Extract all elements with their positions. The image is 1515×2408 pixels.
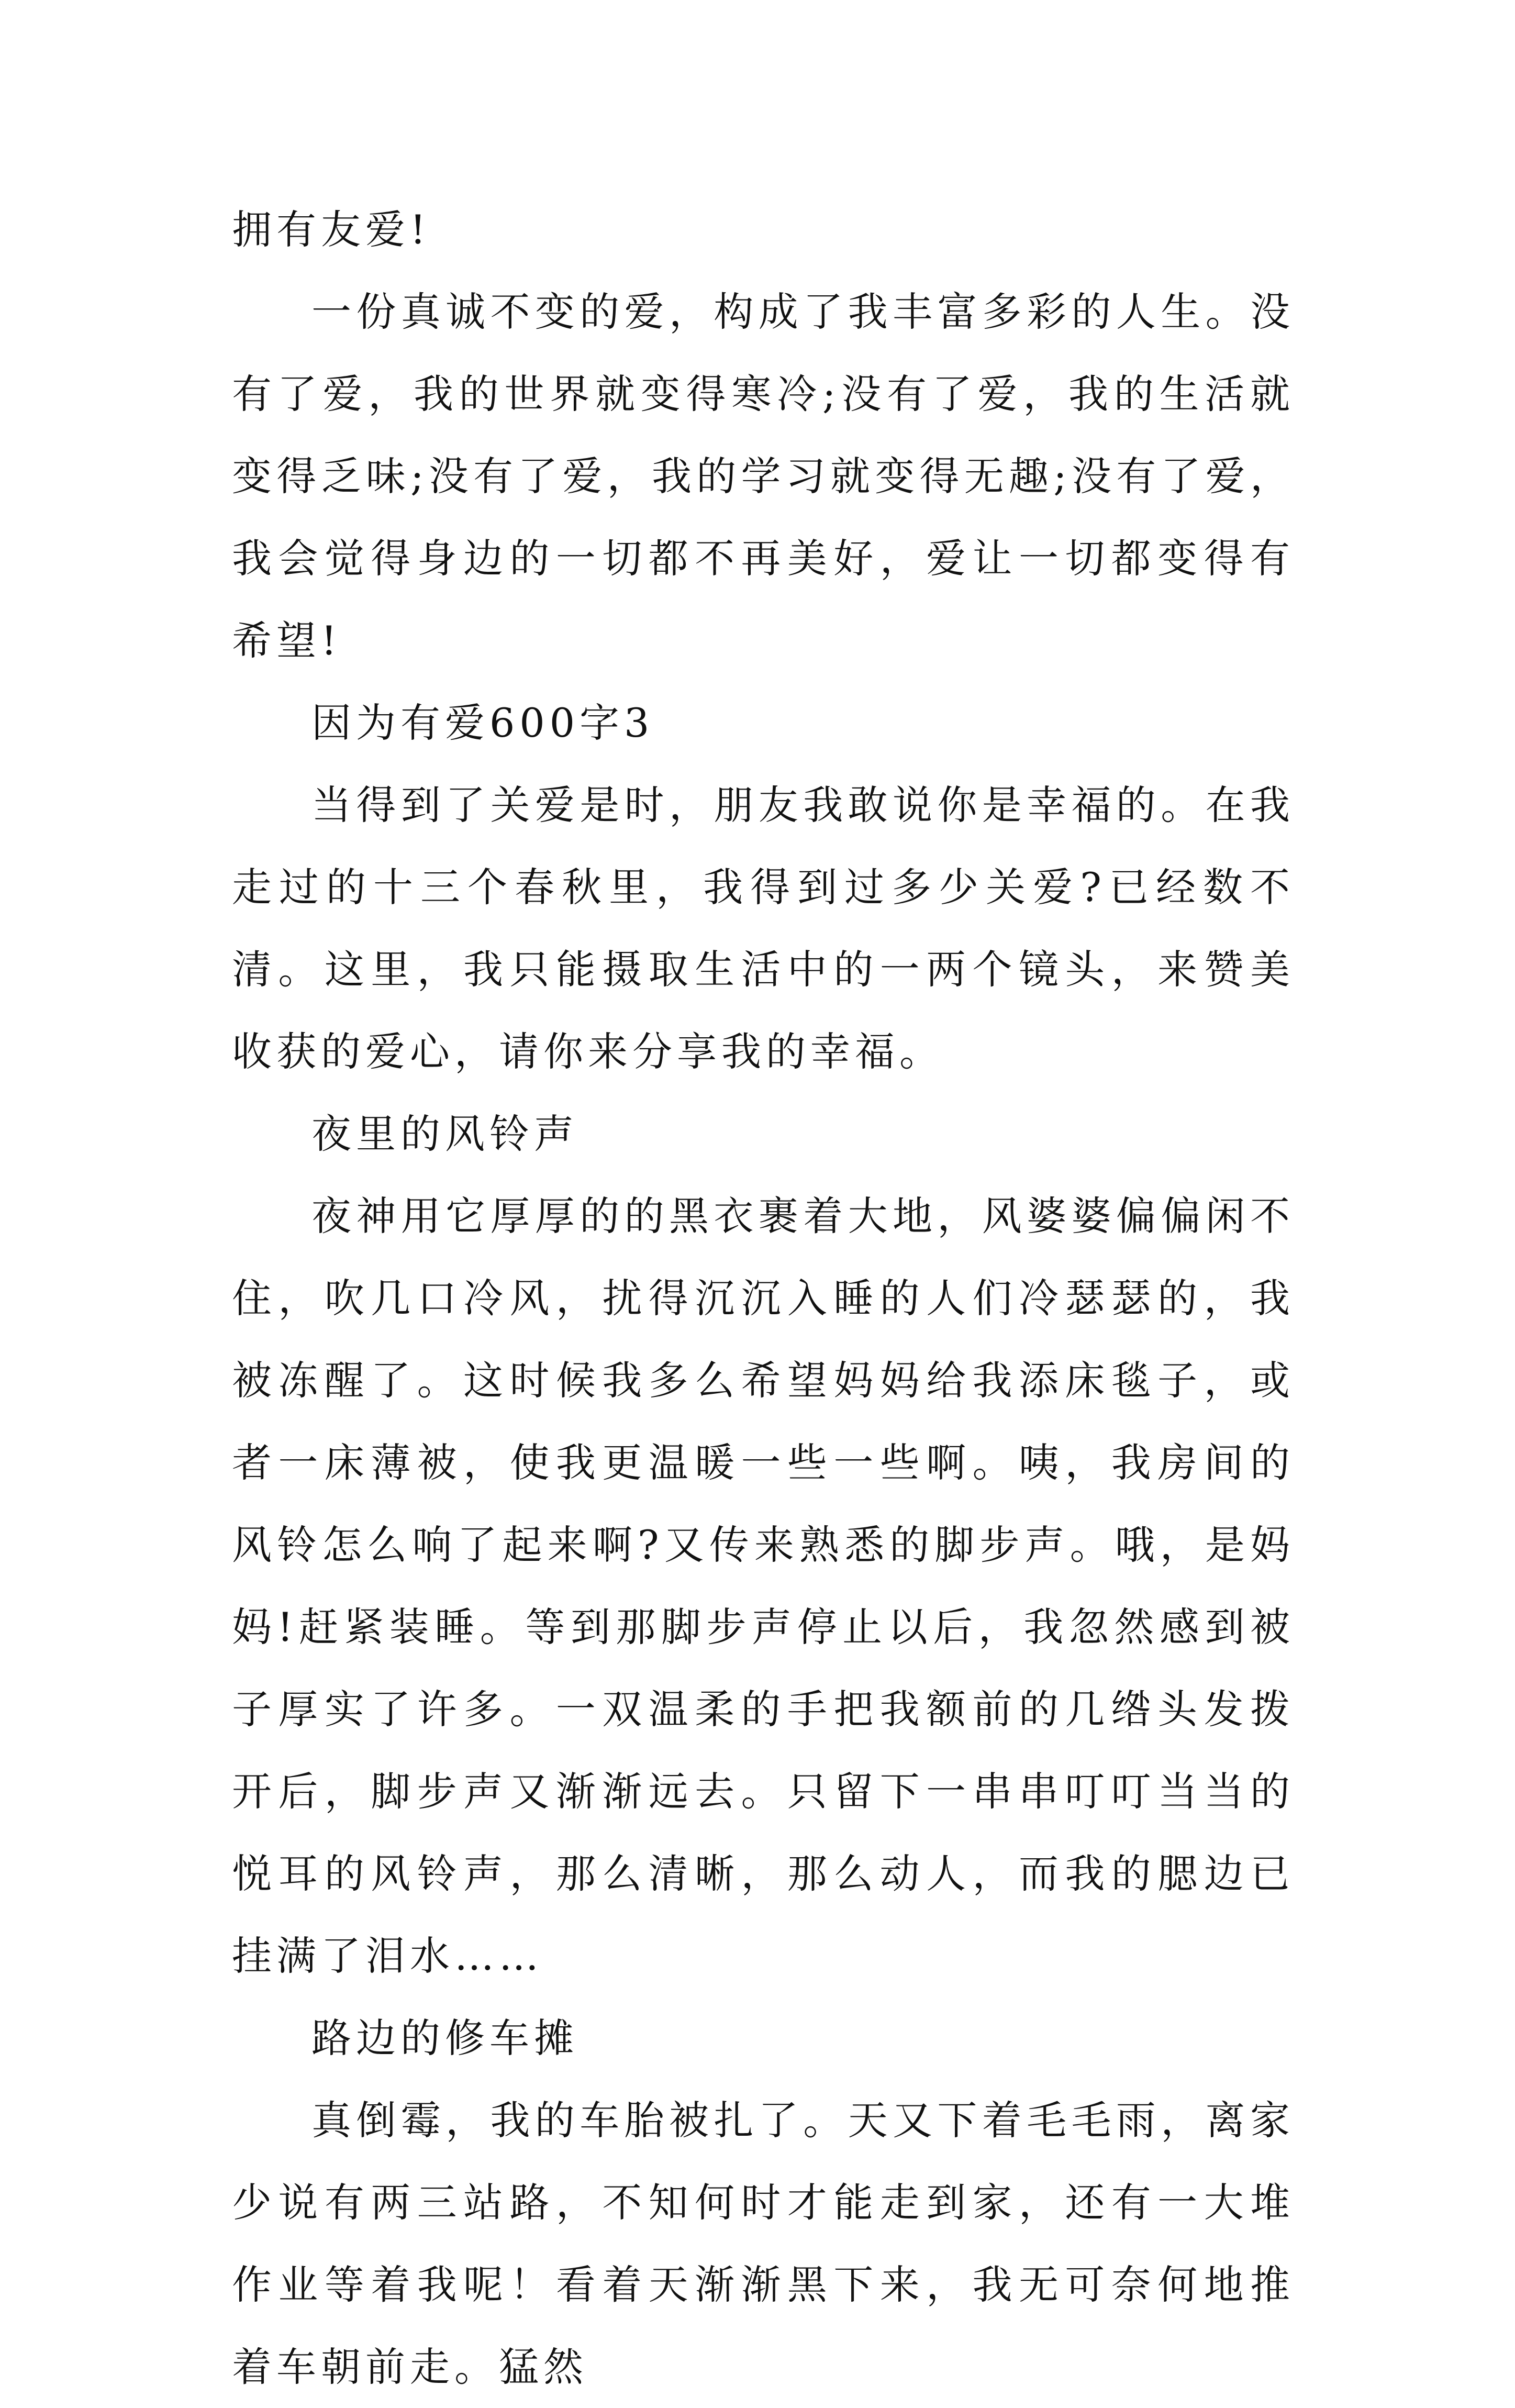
body-paragraph: 一份真诚不变的爱，构成了我丰富多彩的人生。没有了爱，我的世界就变得寒冷;没有了爱，我的生活就变得乏味;没有了爱，我的学习就变得无趣;没有了爱，我会觉得身边的一切都不再美好，爱让一切都变得有希望! [232,288,1295,664]
continuation-paragraph: 拥有友爱! [232,206,431,253]
subsection-heading: 路边的修车摊 [311,2015,578,2061]
body-paragraph: 当得到了关爱是时，朋友我敢说你是幸福的。在我走过的十三个春秋里，我得到过多少关爱?已经数不清。这里，我只能摄取生活中的一两个镜头，来赞美收获的爱心，请你来分享我的幸福。 [232,782,1295,1075]
subsection-heading: 夜里的风铃声 [311,1111,578,1157]
body-paragraph: 真倒霉，我的车胎被扎了。天又下着毛毛雨，离家少说有两三站路，不知何时才能走到家，还有一大堆作业等着我呢！看着天渐渐黑下来，我无可奈何地推着车朝前走。猛然 [232,2097,1295,2390]
body-paragraph: 夜神用它厚厚的的黑衣裹着大地，风婆婆偏偏闲不住，吹几口冷风，扰得沉沉入睡的人们冷瑟瑟的，我被冻醒了。这时候我多么希望妈妈给我添床毯子，或者一床薄被，使我更温暖一些一些啊。咦，我房间的风铃怎么响了起来啊?又传来熟悉的脚步声。哦，是妈妈!赶紧装睡。等到那脚步声停止以后，我忽然感到被子厚实了许多。一双温柔的手把我额前的几绺头发拨开后，脚步声又渐渐远去。只留下一串串叮叮当当的悦耳的风铃声，那么清晰，那么动人，而我的腮边已挂满了泪水…… [232,1193,1295,1979]
document-body [232,188,1295,2408]
section-heading: 因为有爱600字3 [311,700,654,746]
